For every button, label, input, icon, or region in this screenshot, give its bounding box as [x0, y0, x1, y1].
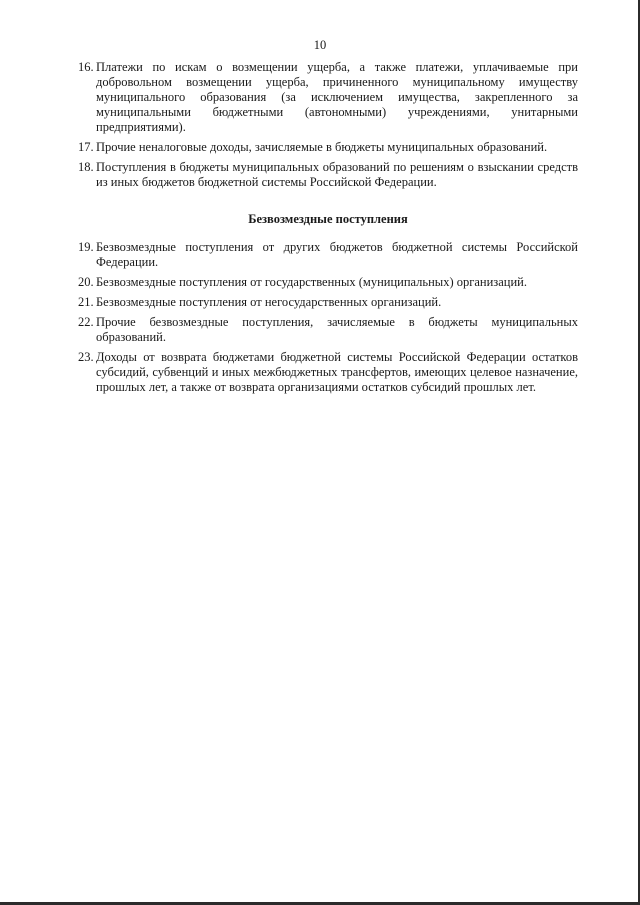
list-item-16 — [78, 60, 578, 135]
list-item-23 — [78, 350, 578, 395]
item-number: 20. — [78, 275, 94, 289]
item-text: Платежи по искам о возмещении ущерба, а также платежи, уплачиваемые при добровольном возмещении ущерба, причиненного муниципальному имуществу муниципального образования (за исключением имущества, закрепленного за муниципальными бюджетными (автономными) учреждениями, унитарными предприятиями). — [96, 60, 578, 134]
item-text: Безвозмездные поступления от государственных (муниципальных) организаций. — [96, 275, 527, 289]
item-number: 17. — [78, 140, 94, 154]
item-text: Поступления в бюджеты муниципальных образований по решениям о взыскании средств из иных бюджетов бюджетной системы Российской Федерации. — [96, 160, 578, 189]
item-number: 18. — [78, 160, 94, 174]
list-item-20 — [78, 275, 578, 290]
section-heading: Безвозмездные поступления — [248, 212, 408, 226]
item-number: 21. — [78, 295, 94, 309]
list-item-19 — [78, 240, 578, 270]
item-number: 19. — [78, 240, 94, 254]
item-number: 22. — [78, 315, 94, 329]
list-item-22 — [78, 315, 578, 345]
list-item-18 — [78, 160, 578, 190]
item-text: Доходы от возврата бюджетами бюджетной системы Российской Федерации остатков субсидий, субвенций и иных межбюджетных трансфертов, имеющих целевое назначение, прошлых лет, а также от возврата организациями остатков субсидий прошлых лет. — [96, 350, 578, 394]
item-text: Прочие неналоговые доходы, зачисляемые в бюджеты муниципальных образований. — [96, 140, 548, 154]
list-item-17 — [78, 140, 578, 155]
item-text: Безвозмездные поступления от негосударственных организаций. — [96, 295, 442, 309]
page-number: 10 — [313, 38, 327, 52]
document-body — [78, 60, 578, 400]
list-item-21 — [78, 295, 578, 310]
item-text: Прочие безвозмездные поступления, зачисляемые в бюджеты муниципальных образований. — [96, 315, 578, 344]
item-text: Безвозмездные поступления от других бюджетов бюджетной системы Российской Федерации. — [96, 240, 578, 269]
item-number: 16. — [78, 60, 94, 74]
item-number: 23. — [78, 350, 94, 364]
